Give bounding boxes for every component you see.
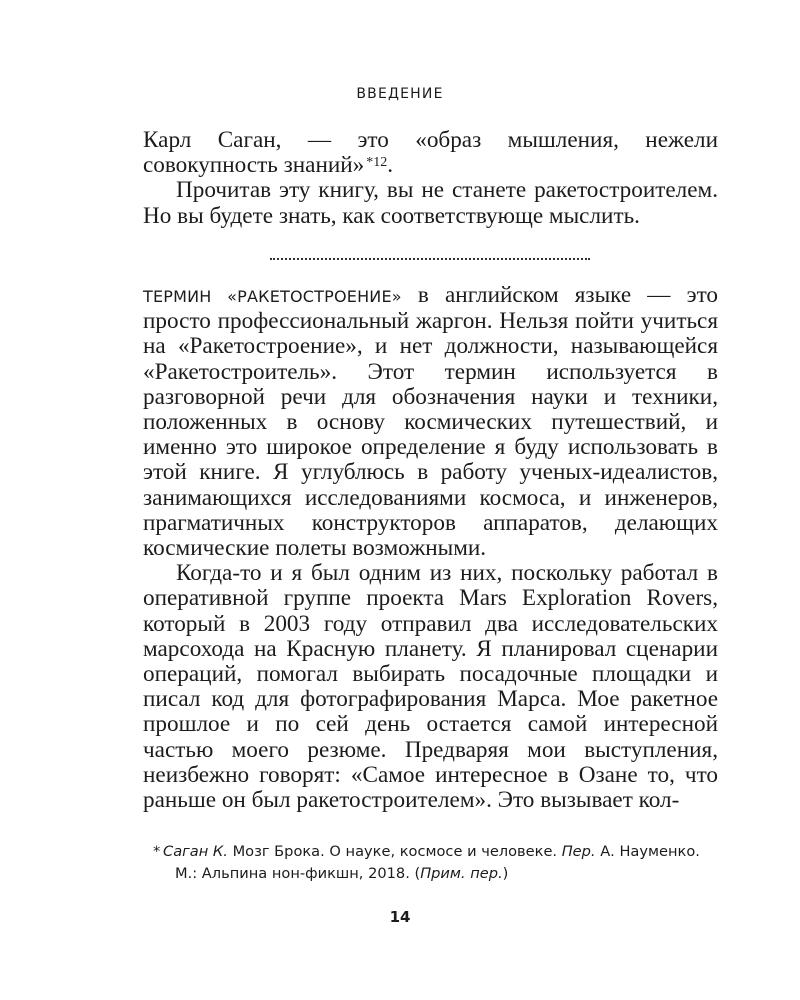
section-paragraph-1	[143, 283, 718, 561]
footnote-reference: *12	[366, 155, 388, 171]
section-separator	[270, 258, 590, 260]
footnote-note: Прим. пер.	[420, 865, 503, 882]
footnote	[153, 841, 733, 885]
running-head: ВВЕДЕНИЕ	[356, 86, 444, 102]
footnote-imprint-line	[163, 863, 733, 885]
intro-paragraph-1-end: .	[387, 152, 394, 179]
footnote-title: Мозг Брока. О науке, космосе и человеке.	[227, 843, 562, 860]
lead-caps: ТЕРМИН «РАКЕТОСТРОЕНИЕ»	[143, 287, 402, 306]
intro-paragraph-1	[143, 128, 718, 178]
intro-text	[143, 128, 718, 229]
section-text	[143, 283, 718, 813]
footnote-translator: А. Науменко.	[595, 843, 700, 860]
footnote-star: *	[153, 843, 161, 860]
footnote-imprint: М.: Альпина нон-фикшн, 2018. (	[175, 865, 421, 882]
intro-paragraph-1-text: Карл Саган, — это «образ мышления, нежели совокупность знаний»	[143, 127, 718, 179]
page-number: 14	[389, 908, 411, 926]
intro-paragraph-2: Прочитав эту книгу, вы не станете ракетостроителем. Но вы будете знать, как соответствующе мыслить.	[143, 177, 718, 229]
footnote-author: Саган К.	[163, 843, 228, 860]
section-paragraph-1-text: в английском языке — это просто профессиональный жаргон. Нельзя пойти учиться на «Ракетостроение», и нет должности, называющейся «Ракетостроитель». Этот термин используется в разговорной речи для обозначения науки и техники, положенных в основу космических путешествий, и именно это широкое определение я буду использовать в этой книге. Я углублюсь в работу ученых-идеалистов, занимающихся исследованиями космоса, и инженеров, прагматичных конструкторов аппаратов, делающих космические полеты возможными.	[143, 282, 718, 562]
footnote-translator-label: Пер.	[561, 843, 596, 860]
section-paragraph-2: Когда-то и я был одним из них, поскольку работал в оперативной группе проекта Mars Exploration Rovers, который в 2003 году отправил два исследовательских марсохода на Красную планету. Я планировал сценарии операций, помогал выбирать посадочные площадки и писал код для фотографирования Марса. Мое ракетное прошлое и по сей день остается самой интересной частью моего резюме. Предваряя мои выступления, неизбежно говорят: «Самое интересное в Озане то, что раньше он был ракетостроителем». Это вызывает кол-	[143, 560, 718, 814]
footnote-close: )	[502, 865, 509, 882]
